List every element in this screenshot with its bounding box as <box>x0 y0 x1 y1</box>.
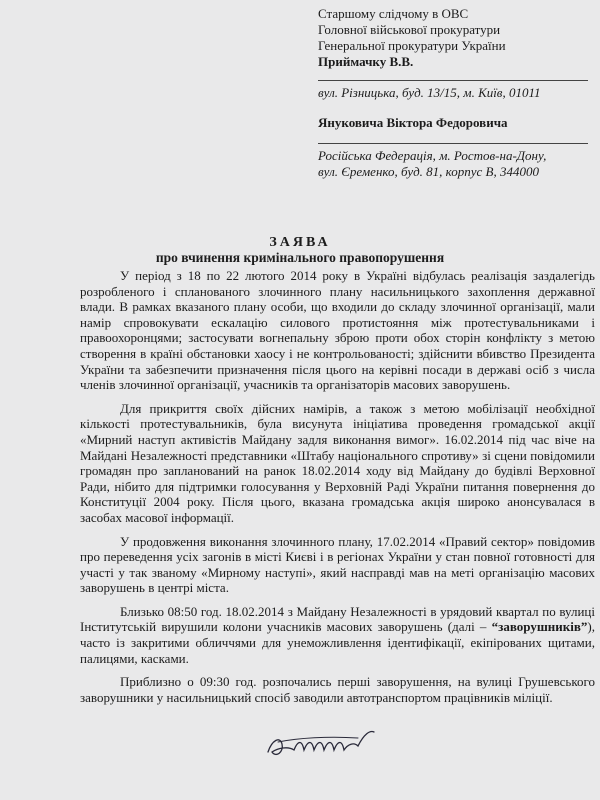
addressee-block <box>318 6 588 180</box>
paragraph-2: Для прикриття своїх дійсних намірів, а також з метою мобілізації необхідної кількості протестувальників, була висунута ініціатива проведення громадської акції «Мирний наступ активістів Майдану задля виконання вимог». 16.02.2014 під час віче на Майдані Незалежності представники «Штабу національного спротиву» зі сцени повідомили громадян про запланований на ранок 18.02.2014 ходу від Майдану до будівлі Верховної Ради, нібито для підтримки голосування у Верховній Раді України питання повернення до Конституції 2004 року. Після цього, вказана громадська акція широко анонсувалася в засобах масової інформації. <box>80 400 595 525</box>
sender-address-line-1: Російська Федерація, м. Ростов-на-Дону, <box>318 148 547 163</box>
paragraph-4-part-a: Близько 08:50 год. 18.02.2014 з Майдану Незалежності в урядовий квартал по вулиці Інститутській вирушили колони учасників масових заворушень (далі – <box>80 603 595 635</box>
addressee-address: вул. Різницька, буд. 13/15, м. Київ, 01011 <box>318 80 588 101</box>
paragraph-5: Приблизно о 09:30 год. розпочались перші заворушення, на вулиці Грушевського заворушники у насильницький спосіб заводили автотранспортом працівників міліції. <box>80 674 595 705</box>
signature-icon <box>258 722 398 767</box>
paragraph-4 <box>80 604 595 666</box>
document-title: ЗАЯВА <box>269 235 331 250</box>
paragraph-3: У продовження виконання злочинного плану, 17.02.2014 «Правий сектор» повідомив про переведення усіх загонів в місті Києві і в регіонах України у стан повної готовності для участі у так званому «Мирному наступі», який насправді мав на меті організацію масових заворушень в центрі міста. <box>80 533 595 596</box>
paragraph-1: У період з 18 по 22 лютого 2014 року в Україні відбулась реалізація заздалегідь розробленого і спланованого злочинного плану насильницького захоплення державної влади. В рамках вказаного плану особи, що входили до складу злочинної організації, мали намір спровокувати ескалацію силового протистояння між протестувальниками і правоохоронцями; застосувати вогнепальну зброю проти обох сторін конфлікту з метою створення в країні обстановки хаосу і не контрольованості; здійснити вбивство Президента України та забезпечити призначення після цього на керівні посади в державі осіб з числа членів злочинної організації, учасників та організаторів масових заворушень. <box>80 268 595 393</box>
paragraph-4-bold-term: “заворушників” <box>491 619 588 635</box>
document-subtitle: про вчинення кримінального правопорушення <box>155 250 445 265</box>
addressee-line-2: Головної військової прокуратури <box>318 22 501 37</box>
paragraph-4-part-b: ), часто із закритими обличчями для унеможливлення ідентифікації, екіпірованих щитами, палицями, касками. <box>80 619 595 666</box>
sender-address-line-2: вул. Єременко, буд. 81, корпус В, 344000 <box>318 164 539 179</box>
document-body <box>80 268 595 713</box>
addressee-name: Приймачку В.В. <box>318 54 414 69</box>
addressee-line-3: Генеральної прокуратури України <box>318 38 506 53</box>
addressee-line-1: Старшому слідчому в ОВС <box>318 6 469 21</box>
sender-name: Януковича Віктора Федоровича <box>318 115 508 130</box>
sender-address <box>318 143 588 180</box>
